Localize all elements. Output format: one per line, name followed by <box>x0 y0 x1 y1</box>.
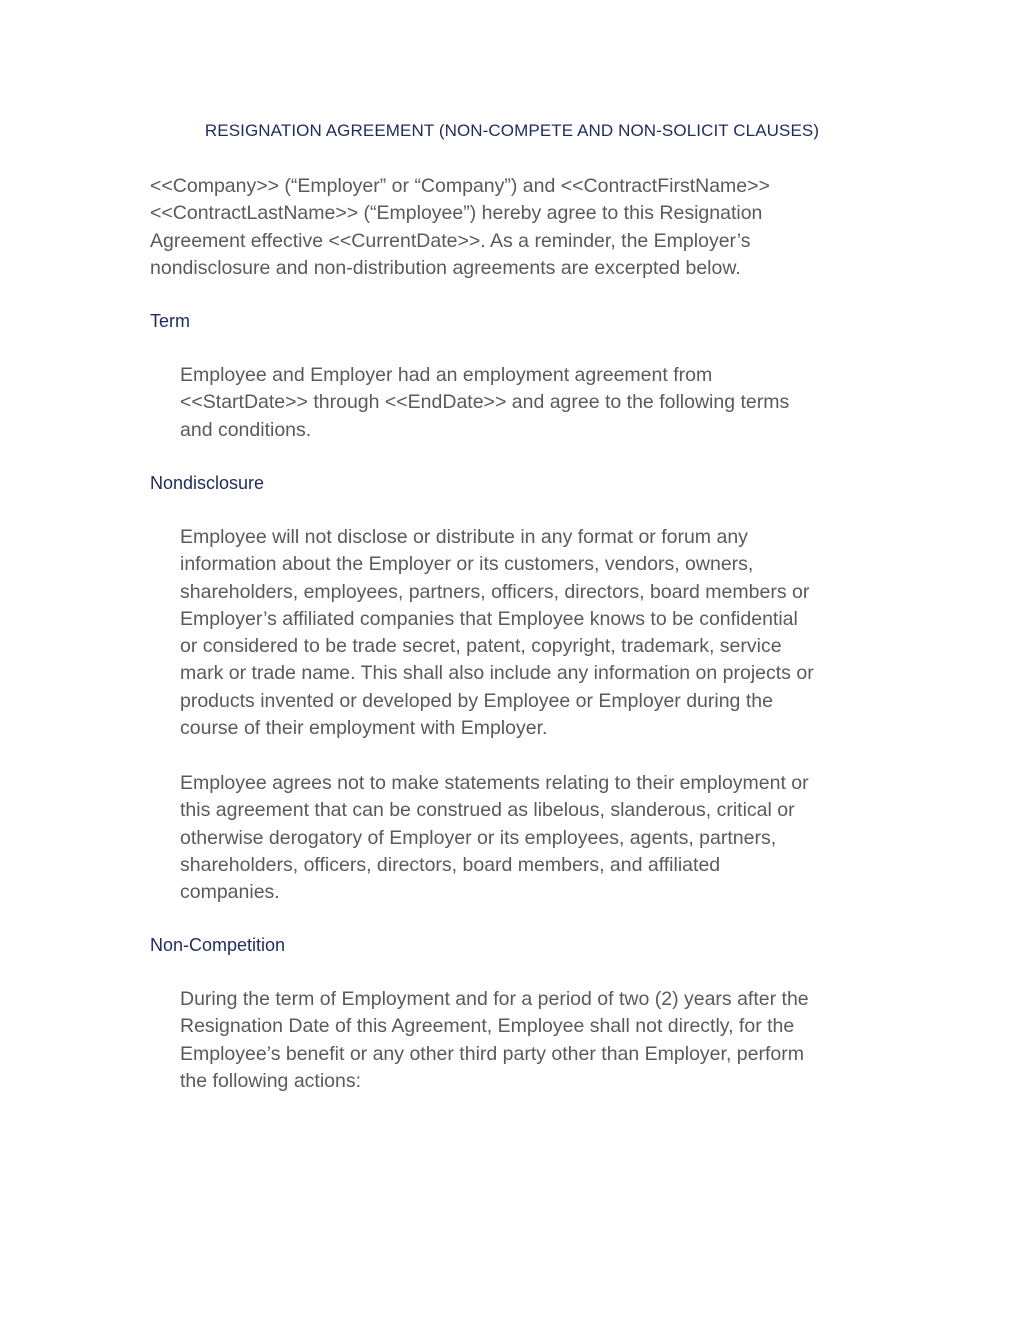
text-line: Employee agrees not to make statements relating to their employment or <box>180 772 809 794</box>
non-competition-paragraph <box>180 986 809 1095</box>
text-line: Employer’s affiliated companies that Employee knows to be confidential <box>180 607 798 630</box>
text-line: Employee and Employer had an employment agreement from <box>180 364 713 386</box>
text-line: <<Company>> (“Employer” or “Company”) and <<ContractFirstName>> <box>150 175 770 197</box>
nondisclosure-paragraph-1 <box>180 524 814 742</box>
text-line: this agreement that can be construed as libelous, slanderous, critical or <box>180 799 795 822</box>
section-heading-non-competition: Non-Competition <box>150 935 286 955</box>
text-line: and conditions. <box>180 418 312 441</box>
text-line: Employee will not disclose or distribute in any format or forum any <box>180 526 748 548</box>
text-line: Employee’s benefit or any other third party other than Employer, perform <box>180 1042 804 1065</box>
text-line: course of their employment with Employer. <box>180 717 548 740</box>
section-heading-nondisclosure: Nondisclosure <box>150 473 265 493</box>
intro-paragraph <box>150 173 770 282</box>
text-line: otherwise derogatory of Employer or its employees, agents, partners, <box>180 826 777 849</box>
nondisclosure-paragraph-2 <box>180 770 809 906</box>
text-line: shareholders, employees, partners, officers, directors, board members or <box>180 580 810 603</box>
text-line: mark or trade name. This shall also include any information on projects or <box>180 662 814 685</box>
text-line: Resignation Date of this Agreement, Employee shall not directly, for the <box>180 1015 795 1038</box>
text-line: nondisclosure and non-distribution agreements are excerpted below. <box>150 256 741 279</box>
text-line: companies. <box>180 881 280 904</box>
text-line: information about the Employer or its customers, vendors, owners, <box>180 553 754 576</box>
text-line: shareholders, officers, directors, board members, and affiliated <box>180 853 721 876</box>
text-line: <<StartDate>> through <<EndDate>> and agree to the following terms <box>180 391 790 414</box>
term-paragraph <box>180 362 789 444</box>
document-title: RESIGNATION AGREEMENT (NON-COMPETE AND NON-SOLICIT CLAUSES) <box>204 121 820 140</box>
text-line: the following actions: <box>180 1069 362 1092</box>
text-line: During the term of Employment and for a period of two (2) years after the <box>180 988 809 1010</box>
text-line: Agreement effective <<CurrentDate>>. As a reminder, the Employer’s <box>150 229 751 252</box>
text-line: products invented or developed by Employee or Employer during the <box>180 689 773 712</box>
section-heading-term: Term <box>150 311 190 331</box>
text-line: or considered to be trade secret, patent, copyright, trademark, service <box>180 635 782 658</box>
text-line: <<ContractLastName>> (“Employee”) hereby agree to this Resignation <box>150 202 763 225</box>
